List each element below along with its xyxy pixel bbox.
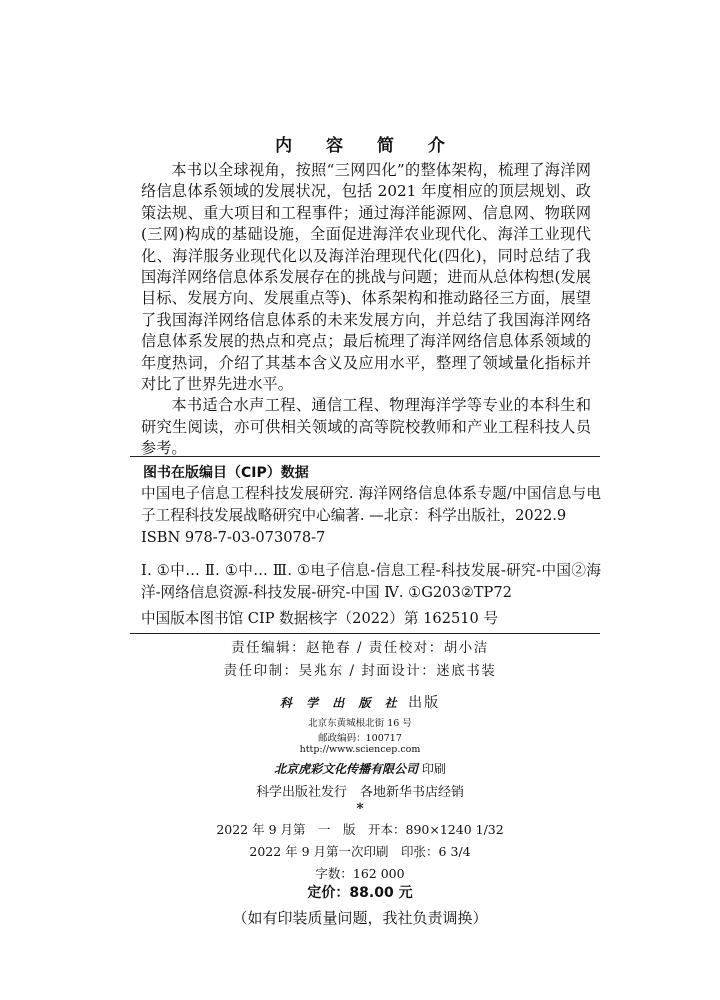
credits-editors: 责任编辑：赵艳春 / 责任校对：胡小洁 — [231, 640, 489, 656]
distribution-line: 科学出版社发行 各地新华书店经销 — [255, 785, 464, 800]
cip-bottom-rule — [130, 633, 600, 634]
price-value: 88.00 元 — [349, 885, 413, 901]
impression-line: 2022 年 9 月第一次印刷 印张：6 3/4 — [249, 844, 471, 859]
publisher-postcode: 邮政编码：100717 — [318, 733, 402, 744]
publisher-line — [0, 692, 720, 712]
cip-classification: Ⅰ. ①中… Ⅱ. ①中… Ⅲ. ①电子信息-信息工程-科技发展-研究-中国②海洋-网络信息资源-科技发展-研究-中国 Ⅳ. ①G203②TP72 — [141, 562, 601, 601]
summary-paragraph-2: 本书适合水声工程、通信工程、物理海洋学等专业的本科生和研究生阅读，亦可供相关领域的高等院校教师和产业工程科技人员参考。 — [141, 396, 591, 458]
quality-note: （如有印装质量问题，我社负责调换） — [232, 909, 488, 927]
summary-paragraph-1: 本书以全球视角，按照“三网四化”的整体架构，梳理了海洋网络信息体系领域的发展状况，包括 2021 年度相应的顶层规划、政策法规、重大项目和工程事件；通过海洋能源网、信息网、物联网(三网)构成的基础设施，全面促进海洋农业现代化、海洋工业现代化、海洋服务业现代化以及海洋治理现代化(四化)，同时总结了我国海洋网络信息体系发展存在的挑战与问题；进而从总体构想(发展目标、发展方向、发展重点等)、体系架构和推动路径三方面，展望了我国海洋网络信息体系的未来发展方向，并总结了我国海洋网络信息体系发展的热点和亮点；最后梳理了海洋网络信息体系领域的年度热词，介绍了其基本含义及应用水平，整理了领域量化指标并对比了世界先进水平。 — [141, 161, 591, 394]
cip-top-rule — [130, 456, 600, 457]
cip-bibliographic-block — [141, 483, 601, 549]
credits-production: 责任印制：吴兆东 / 封面设计：迷底书装 — [223, 663, 497, 679]
printer-name: 北京虎彩文化传播有限公司 — [274, 762, 419, 776]
price-line — [0, 882, 720, 902]
publisher-address: 北京东黄城根北街 16 号 — [308, 718, 412, 729]
cip-description: 中国电子信息工程科技发展研究. 海洋网络信息体系专题/中国信息与电子工程科技发展战略研究中心编著. —北京：科学出版社，2022.9 — [141, 485, 601, 524]
publisher-suffix: 出版 — [408, 695, 441, 711]
publisher-url: http://www.sciencep.com — [299, 744, 421, 755]
cip-isbn: ISBN 978-7-03-073078-7 — [141, 529, 326, 546]
word-count: 字数：162 000 — [315, 866, 405, 881]
publisher-name: 科 学 出 版 社 — [279, 696, 402, 710]
cip-record-number: 中国版本图书馆 CIP 数据核字（2022）第 162510 号 — [141, 610, 499, 627]
cip-heading: 图书在版编目（CIP）数据 — [143, 465, 309, 481]
summary-title: 内 容 简 介 — [275, 136, 459, 156]
printer-line — [0, 760, 720, 777]
printer-suffix: 印刷 — [421, 762, 446, 776]
separator-star: * — [356, 801, 364, 817]
summary-body — [141, 160, 591, 460]
edition-line: 2022 年 9 月第 一 版 开本：890×1240 1/32 — [216, 822, 504, 837]
price-label: 定价： — [307, 885, 350, 901]
